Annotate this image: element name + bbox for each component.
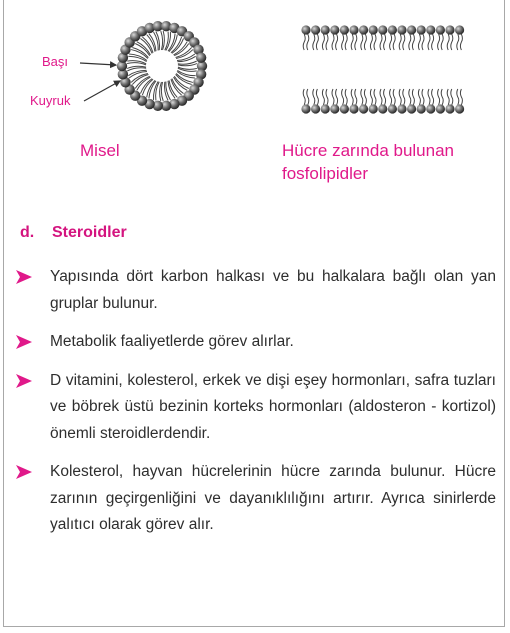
list-item bbox=[16, 368, 496, 448]
list-item bbox=[16, 264, 496, 317]
phospholipid-figure bbox=[0, 0, 510, 140]
micelle-diagram bbox=[117, 21, 207, 111]
bullet-text: Kolesterol, hayvan hücrelerinin hücre zarında bulunur. Hücre zarının geçirgenliğini ve dayanıklılığını artırır. Ayrıca sinirlerde yalıtıcı olarak görev alır. bbox=[50, 463, 496, 533]
membrane-caption-line2: fosfolipidler bbox=[282, 164, 368, 183]
head-pointer-arrow bbox=[80, 63, 116, 65]
section-heading bbox=[20, 224, 127, 242]
micelle-caption: Misel bbox=[80, 141, 120, 160]
section-letter: d. bbox=[20, 224, 35, 241]
section-title: Steroidler bbox=[52, 224, 127, 241]
arrowhead-bullet-icon bbox=[16, 270, 32, 284]
list-item bbox=[16, 329, 496, 356]
tail-label: Kuyruk bbox=[30, 93, 71, 108]
head-label: Başı bbox=[42, 54, 69, 69]
bullet-text: Yapısında dört karbon halkası ve bu halkalara bağlı olan yan gruplar bulunur. bbox=[50, 268, 496, 312]
bullet-text: Metabolik faaliyetlerde görev alırlar. bbox=[50, 333, 294, 350]
arrowhead-bullet-icon bbox=[16, 465, 32, 479]
arrowhead-bullet-icon bbox=[16, 335, 32, 349]
bullet-list bbox=[16, 264, 496, 551]
membrane-bilayer-diagram bbox=[301, 25, 464, 113]
bullet-text: D vitamini, kolesterol, erkek ve dişi eşey hormonları, safra tuzları ve böbrek üstü bezinin korteks hormonları (aldosteron - kortizol) önemli steroidlerdendir. bbox=[50, 371, 496, 442]
membrane-caption-line1: Hücre zarında bulunan bbox=[282, 141, 455, 160]
list-item bbox=[16, 459, 496, 539]
tail-pointer-arrow bbox=[84, 81, 120, 101]
arrowhead-bullet-icon bbox=[16, 374, 32, 388]
